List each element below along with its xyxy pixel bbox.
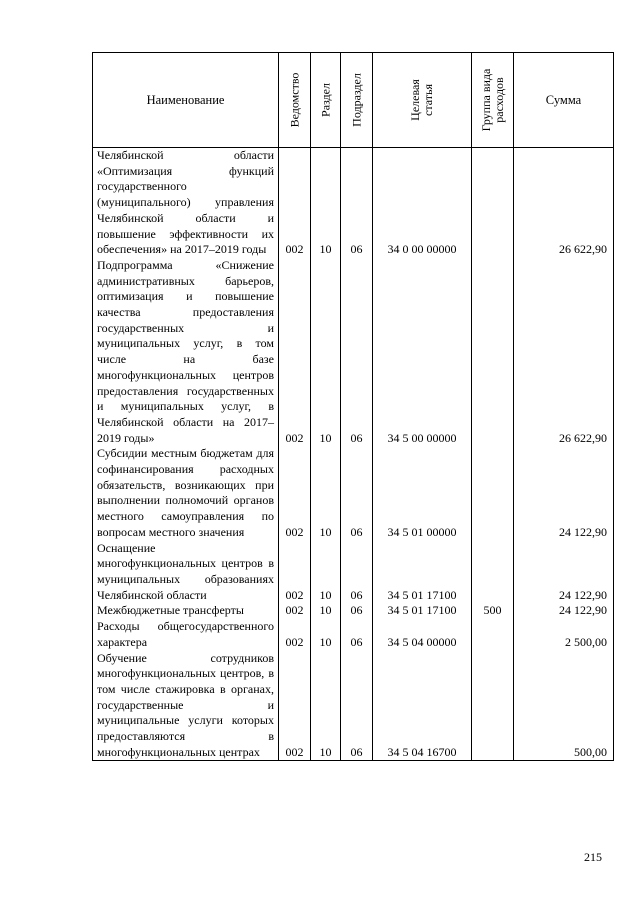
row-razdel: 10 (311, 446, 341, 540)
row-razdel: 10 (311, 148, 341, 258)
table-row (93, 619, 614, 650)
row-celevaya: 34 5 04 00000 (373, 619, 472, 650)
table-row (93, 258, 614, 446)
row-summa: 24 122,90 (514, 541, 614, 604)
header-celevaya-line1: Целевая (408, 79, 422, 121)
row-vedomstvo: 002 (279, 258, 311, 446)
row-celevaya: 34 5 01 17100 (373, 603, 472, 619)
row-podrazdel: 06 (341, 541, 373, 604)
table-row (93, 603, 614, 619)
row-name: Оснащение многофункциональных центров в муниципальных образованиях Челябинской области (93, 541, 279, 604)
row-summa: 500,00 (514, 651, 614, 761)
header-gruppa (472, 53, 514, 148)
row-name: Расходы общегосударственного характера (93, 619, 279, 650)
row-razdel: 10 (311, 651, 341, 761)
row-gruppa (472, 446, 514, 540)
row-summa: 2 500,00 (514, 619, 614, 650)
header-razdel (311, 53, 341, 148)
row-name: Субсидии местным бюджетам для софинансирования расходных обязательств, возникающих при выполнении полномочий органов местного самоуправления по вопросам местного значения (93, 446, 279, 540)
header-razdel-text: Раздел (318, 83, 332, 117)
table-row (93, 651, 614, 761)
row-podrazdel: 06 (341, 619, 373, 650)
row-celevaya: 34 5 04 16700 (373, 651, 472, 761)
budget-table (92, 52, 614, 761)
row-celevaya: 34 5 00 00000 (373, 258, 472, 446)
row-celevaya: 34 5 01 00000 (373, 446, 472, 540)
table-row (93, 148, 614, 258)
row-podrazdel: 06 (341, 603, 373, 619)
header-podrazdel-text: Подраздел (349, 73, 363, 127)
row-celevaya: 34 0 00 00000 (373, 148, 472, 258)
row-podrazdel: 06 (341, 148, 373, 258)
row-razdel: 10 (311, 541, 341, 604)
header-name: Наименование (93, 53, 279, 148)
row-name: Межбюджетные трансферты (93, 603, 279, 619)
row-gruppa (472, 651, 514, 761)
header-summa: Сумма (514, 53, 614, 148)
header-gruppa-line1: Группа вида (478, 68, 493, 132)
row-gruppa (472, 541, 514, 604)
row-razdel: 10 (311, 603, 341, 619)
page-number: 215 (584, 850, 602, 864)
header-gruppa-line2: расходов (491, 77, 506, 123)
row-vedomstvo: 002 (279, 148, 311, 258)
row-podrazdel: 06 (341, 258, 373, 446)
header-vedomstvo-text: Ведомство (287, 72, 301, 128)
row-podrazdel: 06 (341, 446, 373, 540)
header-vedomstvo (279, 53, 311, 148)
row-gruppa (472, 258, 514, 446)
row-celevaya: 34 5 01 17100 (373, 541, 472, 604)
table-row (93, 541, 614, 604)
row-name: Обучение сотрудников многофункциональных центров, в том числе стажировка в органах, государственные и муниципальные услуги которых предоставляются в многофункциональных центрах (93, 651, 279, 761)
row-gruppa (472, 619, 514, 650)
row-vedomstvo: 002 (279, 603, 311, 619)
table-header-row (93, 53, 614, 148)
row-gruppa: 500 (472, 603, 514, 619)
row-podrazdel: 06 (341, 651, 373, 761)
row-vedomstvo: 002 (279, 446, 311, 540)
row-summa: 24 122,90 (514, 603, 614, 619)
row-summa: 26 622,90 (514, 148, 614, 258)
row-gruppa (472, 148, 514, 258)
row-vedomstvo: 002 (279, 651, 311, 761)
row-summa: 24 122,90 (514, 446, 614, 540)
row-summa: 26 622,90 (514, 258, 614, 446)
row-razdel: 10 (311, 258, 341, 446)
header-podrazdel (341, 53, 373, 148)
table-row (93, 446, 614, 540)
row-vedomstvo: 002 (279, 541, 311, 604)
header-celevaya (373, 53, 472, 148)
header-celevaya-line2: статья (421, 84, 435, 116)
row-name: Челябинской области «Оптимизация функций государственного (муниципального) управления Челябинской области и повышение эффективности их обеспечения» на 2017–2019 годы (93, 148, 279, 258)
row-name: Подпрограмма «Снижение административных барьеров, оптимизация и повышение качества предоставления государственных и муниципальных услуг, в том числе на базе многофункциональных центров предоставления государственных и муниципальных услуг, в Челябинской области на 2017–2019 годы» (93, 258, 279, 446)
row-vedomstvo: 002 (279, 619, 311, 650)
row-razdel: 10 (311, 619, 341, 650)
